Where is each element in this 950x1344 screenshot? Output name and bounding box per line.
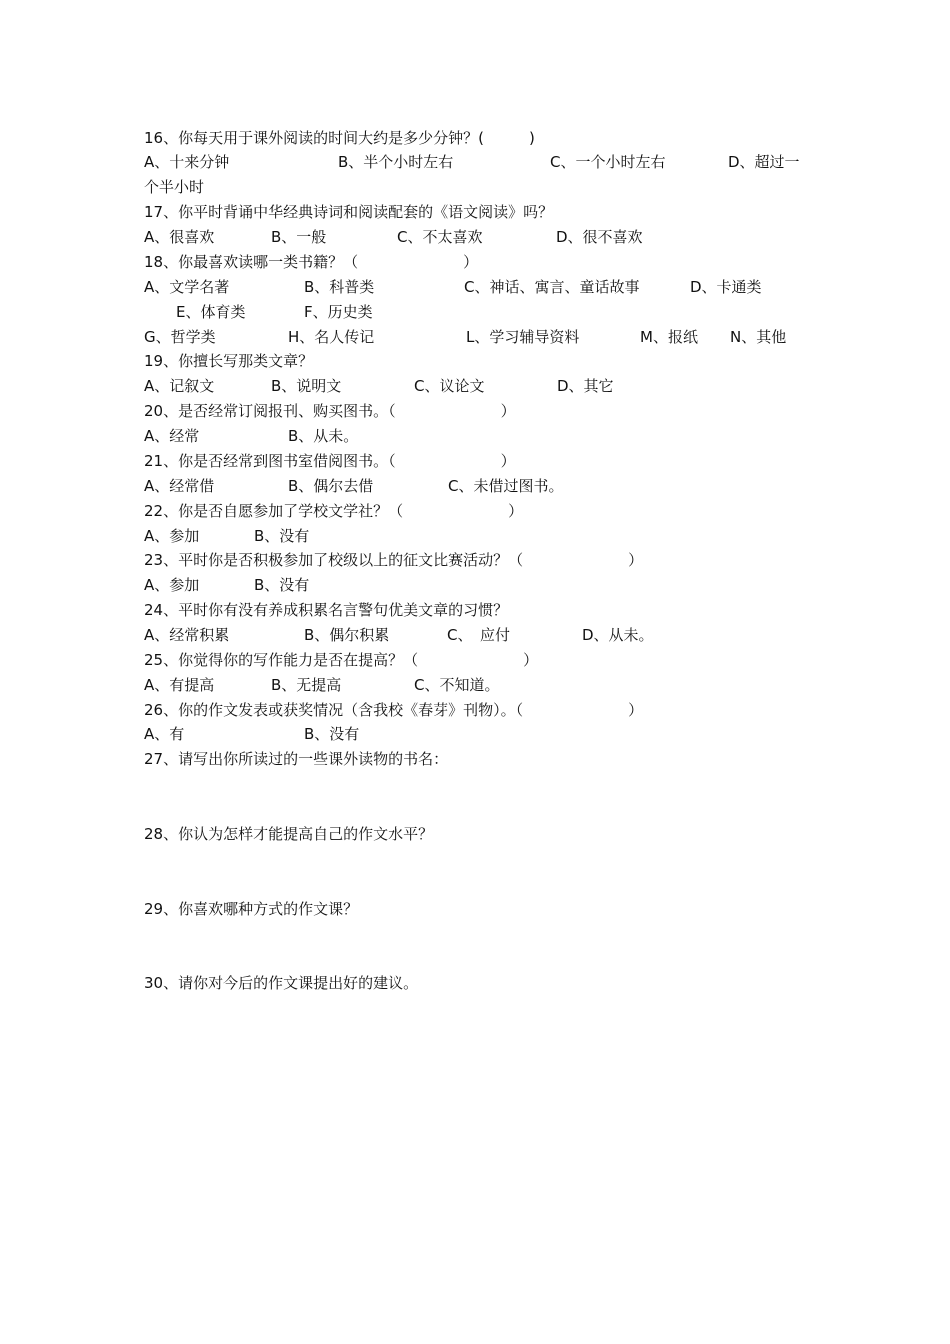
option: G、哲学类 [144, 328, 216, 346]
option: C、不知道。 [414, 676, 500, 694]
option: D、从未。 [582, 626, 654, 644]
option: B、没有 [304, 725, 360, 743]
option: A、很喜欢 [144, 228, 215, 246]
option: C、未借过图书。 [448, 477, 564, 495]
option: B、偶尔积累 [304, 626, 390, 644]
question-18: 18、你最喜欢读哪一类书籍？（ ） [144, 253, 479, 271]
option: D、超过一 [728, 153, 800, 171]
question-16: 16、你每天用于课外阅读的时间大约是多少分钟？( ) [144, 129, 535, 147]
option: C、一个小时左右 [550, 153, 666, 171]
option: D、卡通类 [690, 278, 762, 296]
option: C、议论文 [414, 377, 485, 395]
option: A、有提高 [144, 676, 215, 694]
question-24: 24、平时你有没有养成积累名言警句优美文章的习惯？ [144, 601, 509, 619]
question-28: 28、你认为怎样才能提高自己的作文水平？ [144, 825, 434, 843]
option: B、从未。 [288, 427, 359, 445]
options-16-continuation: 个半小时 [144, 178, 205, 196]
option: C、不太喜欢 [397, 228, 483, 246]
option: A、有 [144, 725, 185, 743]
question-23: 23、平时你是否积极参加了校级以上的征文比赛活动？（ ） [144, 551, 644, 569]
question-30: 30、请你对今后的作文课提出好的建议。 [144, 974, 419, 992]
option: B、说明文 [271, 377, 342, 395]
option: B、半个小时左右 [338, 153, 454, 171]
option: B、无提高 [271, 676, 342, 694]
option: C、 应付 [447, 626, 510, 644]
option: M、报纸 [640, 328, 698, 346]
option: N、其他 [730, 328, 787, 346]
option: L、学习辅导资料 [466, 328, 580, 346]
question-26: 26、你的作文发表或获奖情况（含我校《春芽》刊物）。（ ） [144, 701, 644, 719]
option: D、其它 [557, 377, 614, 395]
option: H、名人传记 [288, 328, 375, 346]
option: F、历史类 [304, 303, 373, 321]
question-25: 25、你觉得你的写作能力是否在提高？（ ） [144, 651, 539, 669]
option: A、记叙文 [144, 377, 215, 395]
option: A、文学名著 [144, 278, 230, 296]
question-27: 27、请写出你所读过的一些课外读物的书名： [144, 750, 449, 768]
question-29: 29、你喜欢哪种方式的作文课？ [144, 900, 359, 918]
option: A、十来分钟 [144, 153, 230, 171]
question-17: 17、你平时背诵中华经典诗词和阅读配套的《语文阅读》吗？ [144, 203, 554, 221]
option: A、参加 [144, 527, 200, 545]
option: B、没有 [254, 527, 310, 545]
option: B、科普类 [304, 278, 375, 296]
option: A、经常 [144, 427, 200, 445]
option: A、经常积累 [144, 626, 230, 644]
option: E、体育类 [176, 303, 246, 321]
question-21: 21、你是否经常到图书室借阅图书。（ ） [144, 452, 516, 470]
option: D、很不喜欢 [556, 228, 643, 246]
option: A、经常借 [144, 477, 215, 495]
question-20: 20、是否经常订阅报刊、购买图书。（ ） [144, 402, 516, 420]
option: B、没有 [254, 576, 310, 594]
option: B、偶尔去借 [288, 477, 374, 495]
option: C、神话、寓言、童话故事 [464, 278, 640, 296]
question-19: 19、你擅长写那类文章？ [144, 352, 314, 370]
option: A、参加 [144, 576, 200, 594]
option: B、一般 [271, 228, 327, 246]
question-22: 22、你是否自愿参加了学校文学社？（ ） [144, 502, 524, 520]
